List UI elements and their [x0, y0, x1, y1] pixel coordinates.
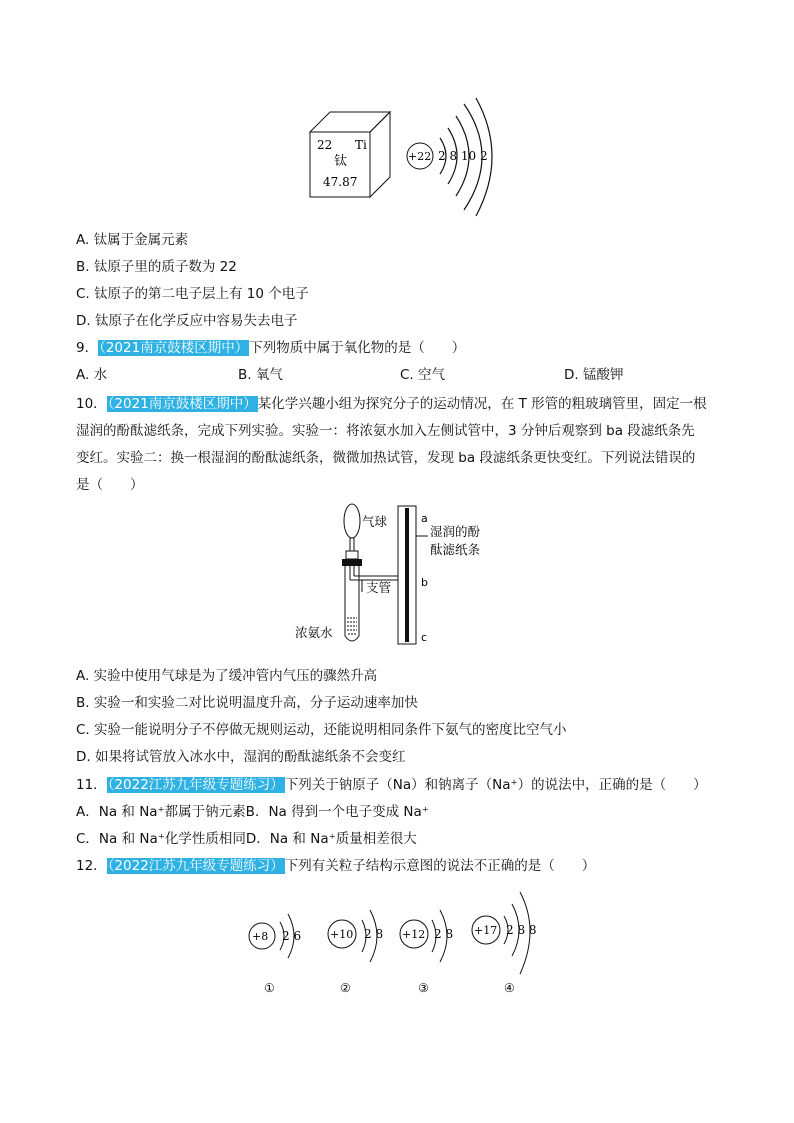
element-mass: 47.87 — [323, 175, 358, 189]
q11-number: 11． — [76, 777, 107, 793]
branch-tube-label: 支管 — [366, 580, 392, 595]
particle-1-label: ① — [264, 981, 275, 995]
q8-option-a: A. 钛属于金属元素 — [76, 232, 189, 248]
q12-stem: 下列有关粒子结构示意图的说法不正确的是（ ） — [284, 858, 596, 874]
label-a: a — [421, 512, 428, 525]
q8-option-d: D. 钛原子在化学反应中容易失去电子 — [76, 313, 298, 329]
particle-2 — [328, 910, 383, 995]
paper-label-1: 湿润的酚 — [430, 524, 481, 539]
q10-option-b: B. 实验一和实验二对比说明温度升高，分子运动速率加快 — [76, 695, 418, 711]
particle-1-nucleus: +8 — [252, 930, 269, 943]
particle-3 — [400, 910, 453, 995]
label-c: c — [421, 631, 428, 644]
q9-option-d: D. 锰酸钾 — [564, 367, 624, 383]
particle-2-label: ② — [340, 981, 351, 995]
question-10 — [76, 392, 707, 412]
balloon-label: 气球 — [362, 514, 388, 529]
particle-4-nucleus: +17 — [474, 924, 498, 937]
q10-source-tag: （2021南京鼓楼区期中） — [107, 396, 257, 412]
q8-option-b: B. 钛原子里的质子数为 22 — [76, 259, 237, 275]
q10-stem-line-1: 某化学兴趣小组为探究分子的运动情况，在 T 形管的粗玻璃管里，固定一根 — [257, 396, 707, 412]
q12-source-tag: （2022江苏九年级专题练习） — [107, 858, 284, 874]
particle-3-nucleus: +12 — [402, 928, 426, 941]
t-tube-apparatus — [290, 496, 510, 656]
particle-1 — [249, 914, 301, 995]
q9-number: 9． — [76, 340, 99, 356]
ammonia-label: 浓氨水 — [295, 625, 333, 640]
q9-stem: 下列物质中属于氧化物的是（ ） — [249, 340, 466, 356]
nucleus-charge: +22 — [408, 150, 432, 163]
particle-diagrams — [238, 884, 558, 999]
q10-stem-line-2: 湿润的酚酞滤纸条，完成下列实验。实验一：将浓氨水加入左侧试管中，3 分钟后观察到 ba 段滤纸条先 — [76, 423, 695, 439]
q9-option-c: C. 空气 — [400, 367, 446, 383]
q11-options-ab: A．Na 和 Na⁺都属于钠元素B．Na 得到一个电子变成 Na⁺ — [76, 804, 429, 820]
q9-source-tag: （2021南京鼓楼区期中） — [99, 340, 249, 356]
q9-option-a: A. 水 — [76, 367, 108, 383]
titanium-figure — [300, 92, 510, 220]
q10-stem-line-3: 变红。实验二：换一根湿润的酚酞滤纸条，微微加热试管，发现 ba 段滤纸条更快变红。下列说法错误的 — [76, 450, 696, 466]
q10-option-a: A. 实验中使用气球是为了缓冲管内气压的骤然升高 — [76, 668, 378, 684]
particle-4 — [472, 892, 537, 995]
q12-number: 12． — [76, 858, 107, 874]
q11-stem: 下列关于钠原子（Na）和钠离子（Na⁺）的说法中，正确的是（ ） — [284, 777, 707, 793]
q10-option-c: C. 实验一能说明分子不停做无规则运动，还能说明相同条件下氨气的密度比空气小 — [76, 722, 567, 738]
q10-number: 10． — [76, 396, 107, 412]
q11-source-tag: （2022江苏九年级专题练习） — [107, 777, 284, 793]
question-12 — [76, 854, 595, 874]
label-b: b — [421, 576, 428, 589]
paper-label-2: 酞滤纸条 — [430, 542, 481, 557]
q9-option-b: B. 氧气 — [238, 367, 283, 383]
q11-options-cd: C．Na 和 Na⁺化学性质相同D．Na 和 Na⁺质量相差很大 — [76, 831, 417, 847]
particle-4-label: ④ — [504, 981, 515, 995]
q10-stem-line-4: 是（ ） — [76, 477, 144, 493]
question-11 — [76, 773, 707, 793]
q8-option-c: C. 钛原子的第二电子层上有 10 个电子 — [76, 286, 309, 302]
particle-3-shells: 2 8 — [434, 927, 454, 941]
particle-2-shells: 2 8 — [364, 927, 384, 941]
particle-4-shells: 2 8 8 — [506, 923, 537, 937]
question-9 — [76, 336, 465, 356]
element-number: 22 — [317, 138, 333, 152]
q10-option-d: D. 如果将试管放入冰水中，湿润的酚酞滤纸条不会变红 — [76, 749, 406, 765]
particle-2-nucleus: +10 — [330, 928, 354, 941]
shell-electrons: 2 8 10 2 — [438, 149, 488, 163]
element-name: 钛 — [334, 154, 348, 169]
element-symbol: Ti — [355, 138, 367, 152]
particle-3-label: ③ — [418, 981, 429, 995]
particle-1-shells: 2 6 — [282, 929, 302, 943]
